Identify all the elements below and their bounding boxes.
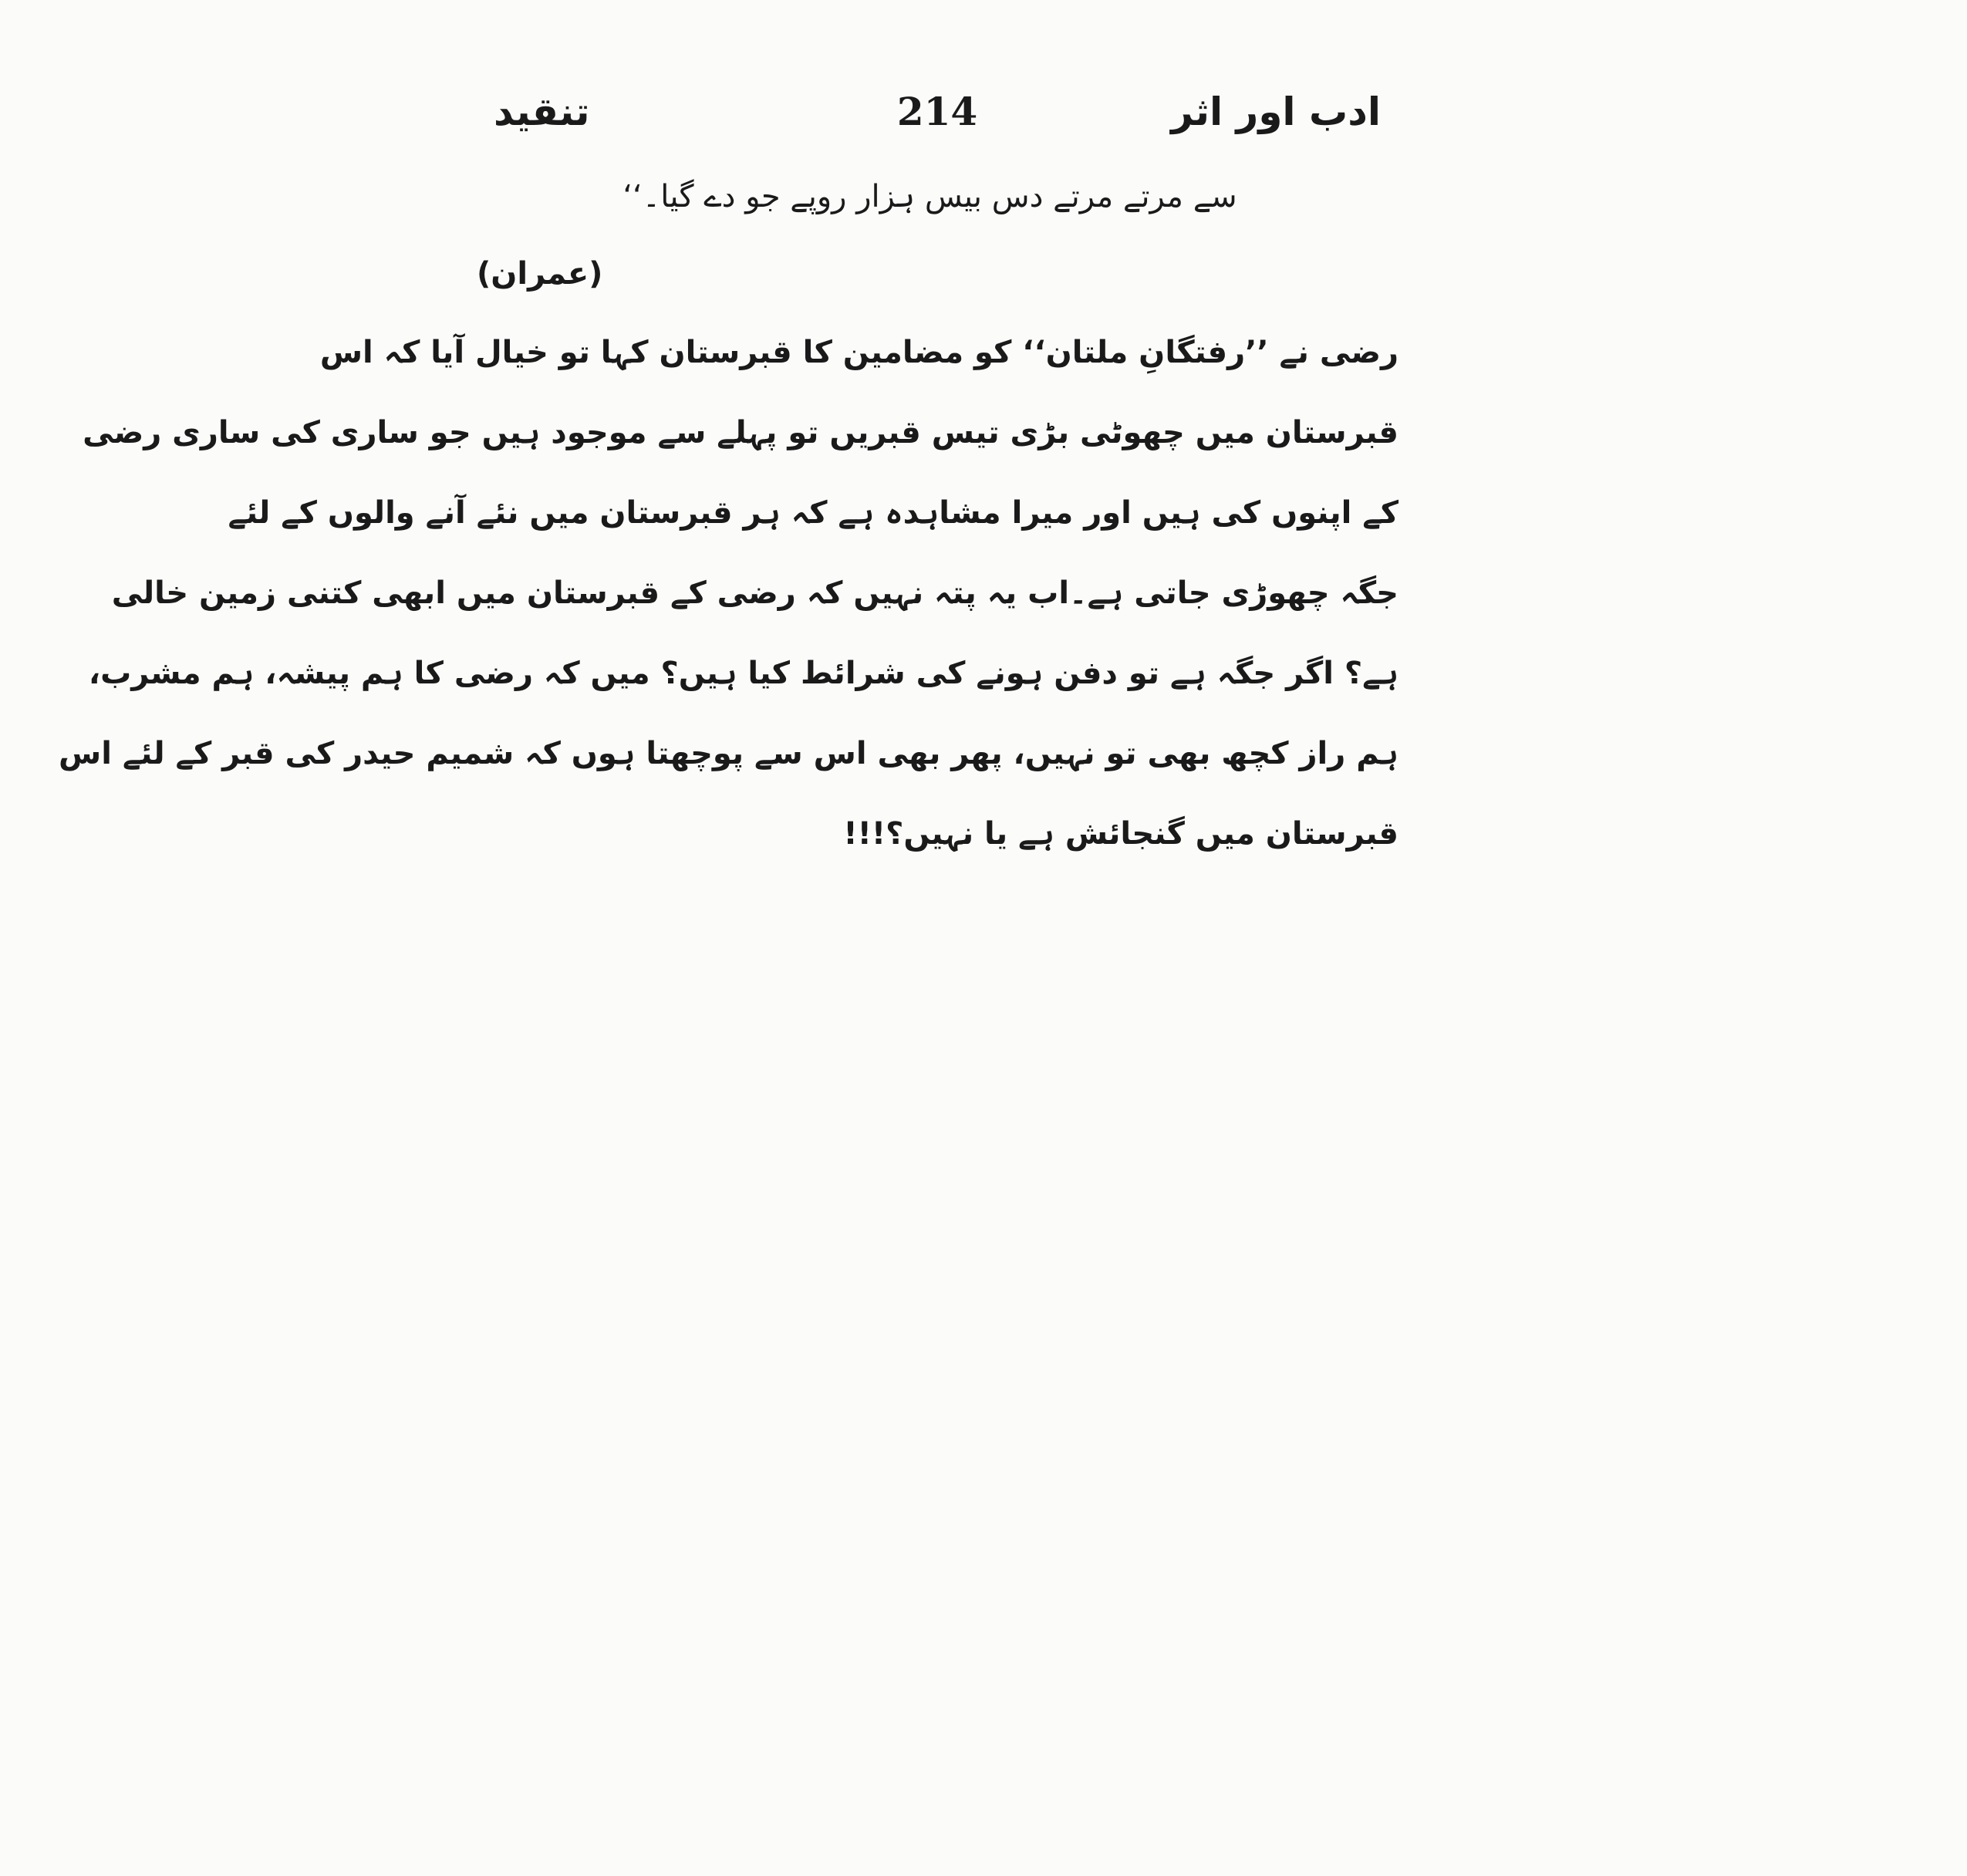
paragraph-line: ہم راز کچھ بھی تو نہیں، پھر بھی اس سے پوچھتا ہوں کہ شمیم حیدر کی قبر کے لئے اس — [59, 736, 1398, 771]
attribution-text: (عمران) — [477, 256, 603, 292]
continuation-line: سے مرتے مرتے دس بیس ہزار روپے جو دے گیا۔‘‘ — [622, 179, 1237, 214]
page-header — [494, 81, 1381, 143]
paragraph-line: ہے؟ اگر جگہ ہے تو دفن ہونے کی شرائط کیا ہیں؟ میں کہ رضی کا ہم پیشہ، ہم مشرب، — [88, 656, 1398, 691]
section-title: تنقید — [494, 89, 590, 134]
paragraph-line: قبرستان میں چھوٹی بڑی تیس قبریں تو پہلے سے موجود ہیں جو ساری کی ساری رضی — [83, 415, 1398, 450]
page-body — [59, 158, 1398, 874]
paragraph-line: جگہ چھوڑی جاتی ہے۔اب یہ پتہ نہیں کہ رضی کے قبرستان میں ابھی کتنی زمین خالی — [111, 575, 1398, 611]
author-attribution — [477, 235, 1398, 312]
paragraph-line: رضی نے ’’رفتگانِ ملتان‘‘ کو مضامین کا قبرستان کہا تو خیال آیا کہ اس — [319, 335, 1398, 370]
book-title: ادب اور اثر — [1171, 89, 1381, 134]
page-number: 214 — [896, 89, 978, 134]
main-paragraph — [59, 312, 1398, 874]
paragraph-line: کے اپنوں کی ہیں اور میرا مشاہدہ ہے کہ ہر قبرستان میں نئے آنے والوں کے لئے — [228, 495, 1398, 531]
paragraph-line: قبرستان میں گنجائش ہے یا نہیں؟!!! — [843, 816, 1398, 852]
